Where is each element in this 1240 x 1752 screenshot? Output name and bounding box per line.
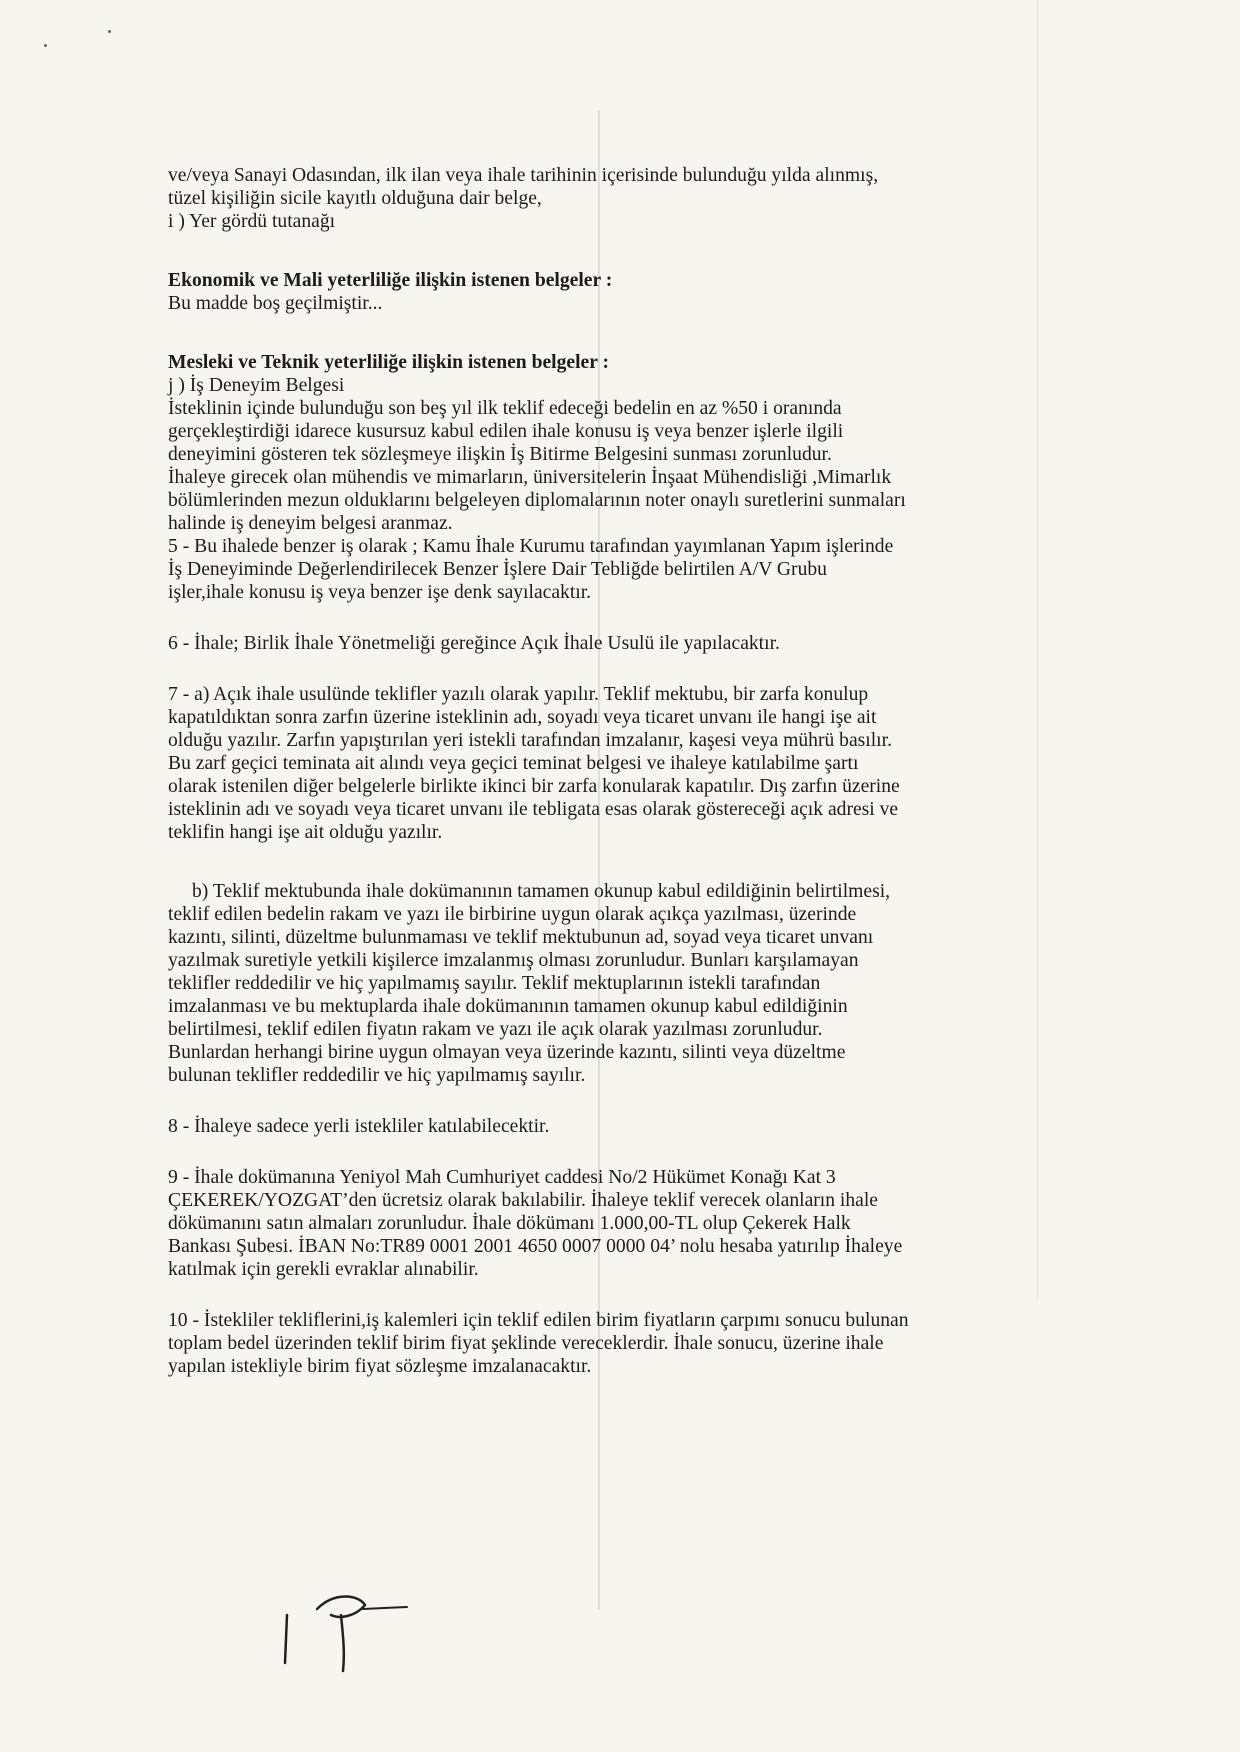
text-line: ÇEKEREK/YOZGAT’den ücretsiz olarak bakılabilir. İhaleye teklif verecek olanların ihale xyxy=(168,1190,879,1211)
section-8: 8 - İhaleye sadece yerli istekliler katılabilecektir. xyxy=(168,1116,550,1137)
text-line: yazılmak suretiyle yetkili kişilerce imzalanmış olması zorunludur. Bunları karşılamayan xyxy=(168,950,859,971)
text-line: katılmak için gerekli evraklar alınabilir. xyxy=(168,1259,479,1280)
text-line: i ) Yer gördü tutanağı xyxy=(168,211,336,232)
text-line: kapatıldıktan sonra zarfın üzerine isteklinin adı, soyadı veya ticaret unvanı ile hangi işe ait xyxy=(168,707,877,728)
economic-section xyxy=(168,269,1103,315)
text-line: işler,ihale konusu iş veya benzer işe denk sayılacaktır. xyxy=(168,582,592,603)
text-line: 5 - Bu ihalede benzer iş olarak ; Kamu İhale Kurumu tarafından yayımlanan Yapım işlerinde xyxy=(168,536,894,557)
text-line: isteklinin adı ve soyadı veya ticaret unvanı ile tebligata esas olarak göstereceği açık adresi ve xyxy=(168,799,899,820)
text-line: toplam bedel üzerinden teklif birim fiyat şeklinde vereceklerdir. İhale sonucu, üzerine ihale xyxy=(168,1333,884,1354)
text-line: teklifin hangi işe ait olduğu yazılır. xyxy=(168,822,443,843)
text-line: 9 - İhale dokümanına Yeniyol Mah Cumhuriyet caddesi No/2 Hükümet Konağı Kat 3 xyxy=(168,1167,836,1188)
section-heading: Ekonomik ve Mali yeterliliğe ilişkin istenen belgeler : xyxy=(168,270,613,291)
text-line: b) Teklif mektubunda ihale dokümanının tamamen okunup kabul edildiğinin belirtilmesi, xyxy=(192,881,891,902)
text-line: ve/veya Sanayi Odasından, ilk ilan veya ihale tarihinin içerisinde bulunduğu yılda alınmış, xyxy=(168,165,879,186)
text-line: belirtilmesi, teklif edilen fiyatın rakam ve yazı ile açık olarak yazılması zorunludur. xyxy=(168,1019,823,1040)
section-6: 6 - İhale; Birlik İhale Yönetmeliği gereğince Açık İhale Usulü ile yapılacaktır. xyxy=(168,633,780,654)
document-body xyxy=(168,164,1103,1378)
text-line: Bunlardan herhangi birine uygun olmayan veya üzerinde kazıntı, silinti veya düzeltme xyxy=(168,1042,846,1063)
intro-block xyxy=(168,164,1103,233)
text-line: olduğu yazılır. Zarfın yapıştırılan yeri istekli tarafından imzalanır, kaşesi veya mührü basılır. xyxy=(168,730,892,751)
text-line: gerçekleştirdiği idarece kusursuz kabul edilen ihale konusu iş veya benzer işlerle ilgili xyxy=(168,421,844,442)
technical-section xyxy=(168,351,1103,535)
text-line: j ) İş Deneyim Belgesi xyxy=(168,375,345,396)
text-line: Bu madde boş geçilmiştir... xyxy=(168,293,383,314)
scan-speck xyxy=(108,30,111,33)
text-line: tüzel kişiliğin sicile kayıtlı olduğuna dair belge, xyxy=(168,188,542,209)
text-line: İsteklinin içinde bulunduğu son beş yıl ilk teklif edeceği bedelin en az %50 i oranında xyxy=(168,398,842,419)
handwritten-signature xyxy=(275,1585,455,1675)
scan-speck xyxy=(44,44,47,47)
section-7a xyxy=(168,683,1103,844)
text-line: Bankası Şubesi. İBAN No:TR89 0001 2001 4650 0007 0000 04’ nolu hesaba yatırılıp İhaleye xyxy=(168,1236,903,1257)
text-line: 10 - İstekliler tekliflerini,iş kalemleri için teklif edilen birim fiyatların çarpımı sonucu bulunan xyxy=(168,1310,909,1331)
section-heading: Mesleki ve Teknik yeterliliğe ilişkin istenen belgeler : xyxy=(168,352,610,373)
text-line: olarak istenilen diğer belgelerle birlikte ikinci bir zarfa konularak kapatılır. Dış zarfın üzerine xyxy=(168,776,900,797)
text-line: İhaleye girecek olan mühendis ve mimarların, üniversitelerin İnşaat Mühendisliği ,Mimarlık xyxy=(168,467,892,488)
text-line: halinde iş deneyim belgesi aranmaz. xyxy=(168,513,453,534)
text-line: bulunan teklifler reddedilir ve hiç yapılmamış sayılır. xyxy=(168,1065,586,1086)
text-line: Bu zarf geçici teminata ait alındı veya geçici teminat belgesi ve ihaleye katılabilme şartı xyxy=(168,753,859,774)
section-7b xyxy=(168,880,1103,1087)
text-line: İş Deneyiminde Değerlendirilecek Benzer İşlere Dair Tebliğde belirtilen A/V Grubu xyxy=(168,559,827,580)
text-line: teklifler reddedilir ve hiç yapılmamış sayılır. Teklif mektuplarının istekli tarafından xyxy=(168,973,821,994)
text-line: imzalanması ve bu mektuplarda ihale dokümanının tamamen okunup kabul edildiğinin xyxy=(168,996,848,1017)
text-line: bölümlerinden mezun olduklarını belgeleyen diplomalarının noter onaylı suretlerini sunmaları xyxy=(168,490,906,511)
text-line: 7 - a) Açık ihale usulünde teklifler yazılı olarak yapılır. Teklif mektubu, bir zarfa konulup xyxy=(168,684,869,705)
text-line: kazıntı, silinti, düzeltme bulunmaması ve teklif mektubunun ad, soyad veya ticaret unvanı xyxy=(168,927,874,948)
section-9 xyxy=(168,1166,1103,1281)
text-line: dökümanını satın almaları zorunludur. İhale dökümanı 1.000,00-TL olup Çekerek Halk xyxy=(168,1213,851,1234)
section-10 xyxy=(168,1309,1103,1378)
section-5 xyxy=(168,535,1103,604)
text-line: deneyimini gösteren tek sözleşmeye ilişkin İş Bitirme Belgesini sunması zorunludur. xyxy=(168,444,832,465)
text-line: yapılan istekliyle birim fiyat sözleşme imzalanacaktır. xyxy=(168,1356,592,1377)
text-line: teklif edilen bedelin rakam ve yazı ile birbirine uygun olarak açıkça yazılması, üzerinde xyxy=(168,904,857,925)
